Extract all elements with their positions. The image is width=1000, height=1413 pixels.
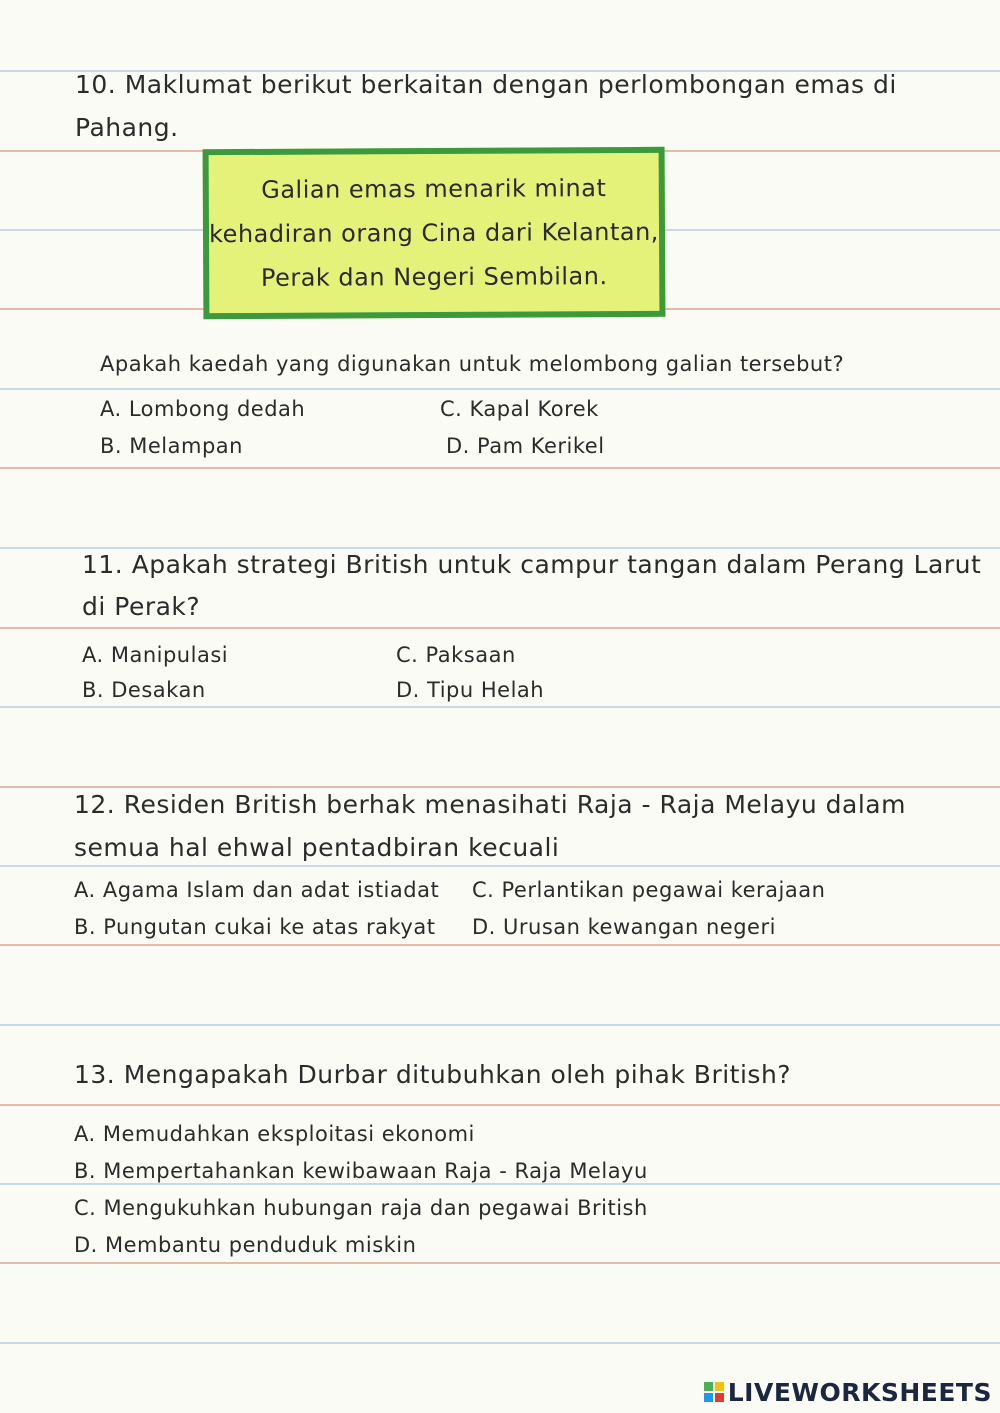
- rule-line: [0, 627, 1000, 629]
- rule-line: [0, 467, 1000, 469]
- info-box-line: kehadiran orang Cina dari Kelantan,: [209, 217, 659, 249]
- option-13-b[interactable]: B. Mempertahankan kewibawaan Raja - Raja Melayu: [74, 1159, 648, 1183]
- rule-line: [0, 1024, 1000, 1026]
- question-12-line-2: semua hal ehwal pentadbiran kecuali: [74, 833, 560, 862]
- option-10-d[interactable]: D. Pam Kerikel: [446, 434, 605, 458]
- question-10-line-1: 10. Maklumat berikut berkaitan dengan perlombongan emas di: [75, 70, 897, 99]
- question-10-line-2: Pahang.: [75, 113, 179, 142]
- logo-text: LIVEWORKSHEETS: [727, 1377, 992, 1407]
- option-11-c[interactable]: C. Paksaan: [396, 643, 516, 667]
- logo-grid-icon: [704, 1382, 724, 1402]
- rule-line: [0, 1183, 1000, 1185]
- option-10-c[interactable]: C. Kapal Korek: [440, 397, 599, 421]
- rule-line: [0, 388, 1000, 390]
- option-11-b[interactable]: B. Desakan: [82, 678, 206, 702]
- info-box: [203, 147, 666, 319]
- rule-line: [0, 1104, 1000, 1106]
- question-11-line-1: 11. Apakah strategi British untuk campur tangan dalam Perang Larut: [82, 550, 982, 579]
- question-11-line-2: di Perak?: [82, 592, 201, 621]
- option-10-b[interactable]: B. Melampan: [100, 434, 243, 458]
- option-13-a[interactable]: A. Memudahkan eksploitasi ekonomi: [74, 1122, 475, 1146]
- info-box-line: Perak dan Negeri Sembilan.: [260, 262, 608, 292]
- rule-line: [0, 547, 1000, 549]
- rule-line: [0, 706, 1000, 708]
- rule-line: [0, 786, 1000, 788]
- liveworksheets-logo: [704, 1377, 992, 1407]
- rule-line: [0, 944, 1000, 946]
- option-10-a[interactable]: A. Lombong dedah: [100, 397, 306, 421]
- rule-line: [0, 1342, 1000, 1344]
- rule-line: [0, 865, 1000, 867]
- info-box-line: Galian emas menarik minat: [261, 174, 607, 204]
- option-12-b[interactable]: B. Pungutan cukai ke atas rakyat: [74, 915, 436, 939]
- option-13-d[interactable]: D. Membantu penduduk miskin: [74, 1233, 417, 1257]
- question-10-prompt: Apakah kaedah yang digunakan untuk melombong galian tersebut?: [100, 352, 845, 376]
- option-11-d[interactable]: D. Tipu Helah: [396, 678, 545, 702]
- option-12-d[interactable]: D. Urusan kewangan negeri: [472, 915, 776, 939]
- option-12-c[interactable]: C. Perlantikan pegawai kerajaan: [472, 878, 826, 902]
- option-13-c[interactable]: C. Mengukuhkan hubungan raja dan pegawai British: [74, 1196, 648, 1220]
- question-12-line-1: 12. Residen British berhak menasihati Raja - Raja Melayu dalam: [74, 790, 906, 819]
- question-13-line-1: 13. Mengapakah Durbar ditubuhkan oleh pihak British?: [74, 1060, 792, 1089]
- rule-line: [0, 1262, 1000, 1264]
- option-12-a[interactable]: A. Agama Islam dan adat istiadat: [74, 878, 440, 902]
- option-11-a[interactable]: A. Manipulasi: [82, 643, 229, 667]
